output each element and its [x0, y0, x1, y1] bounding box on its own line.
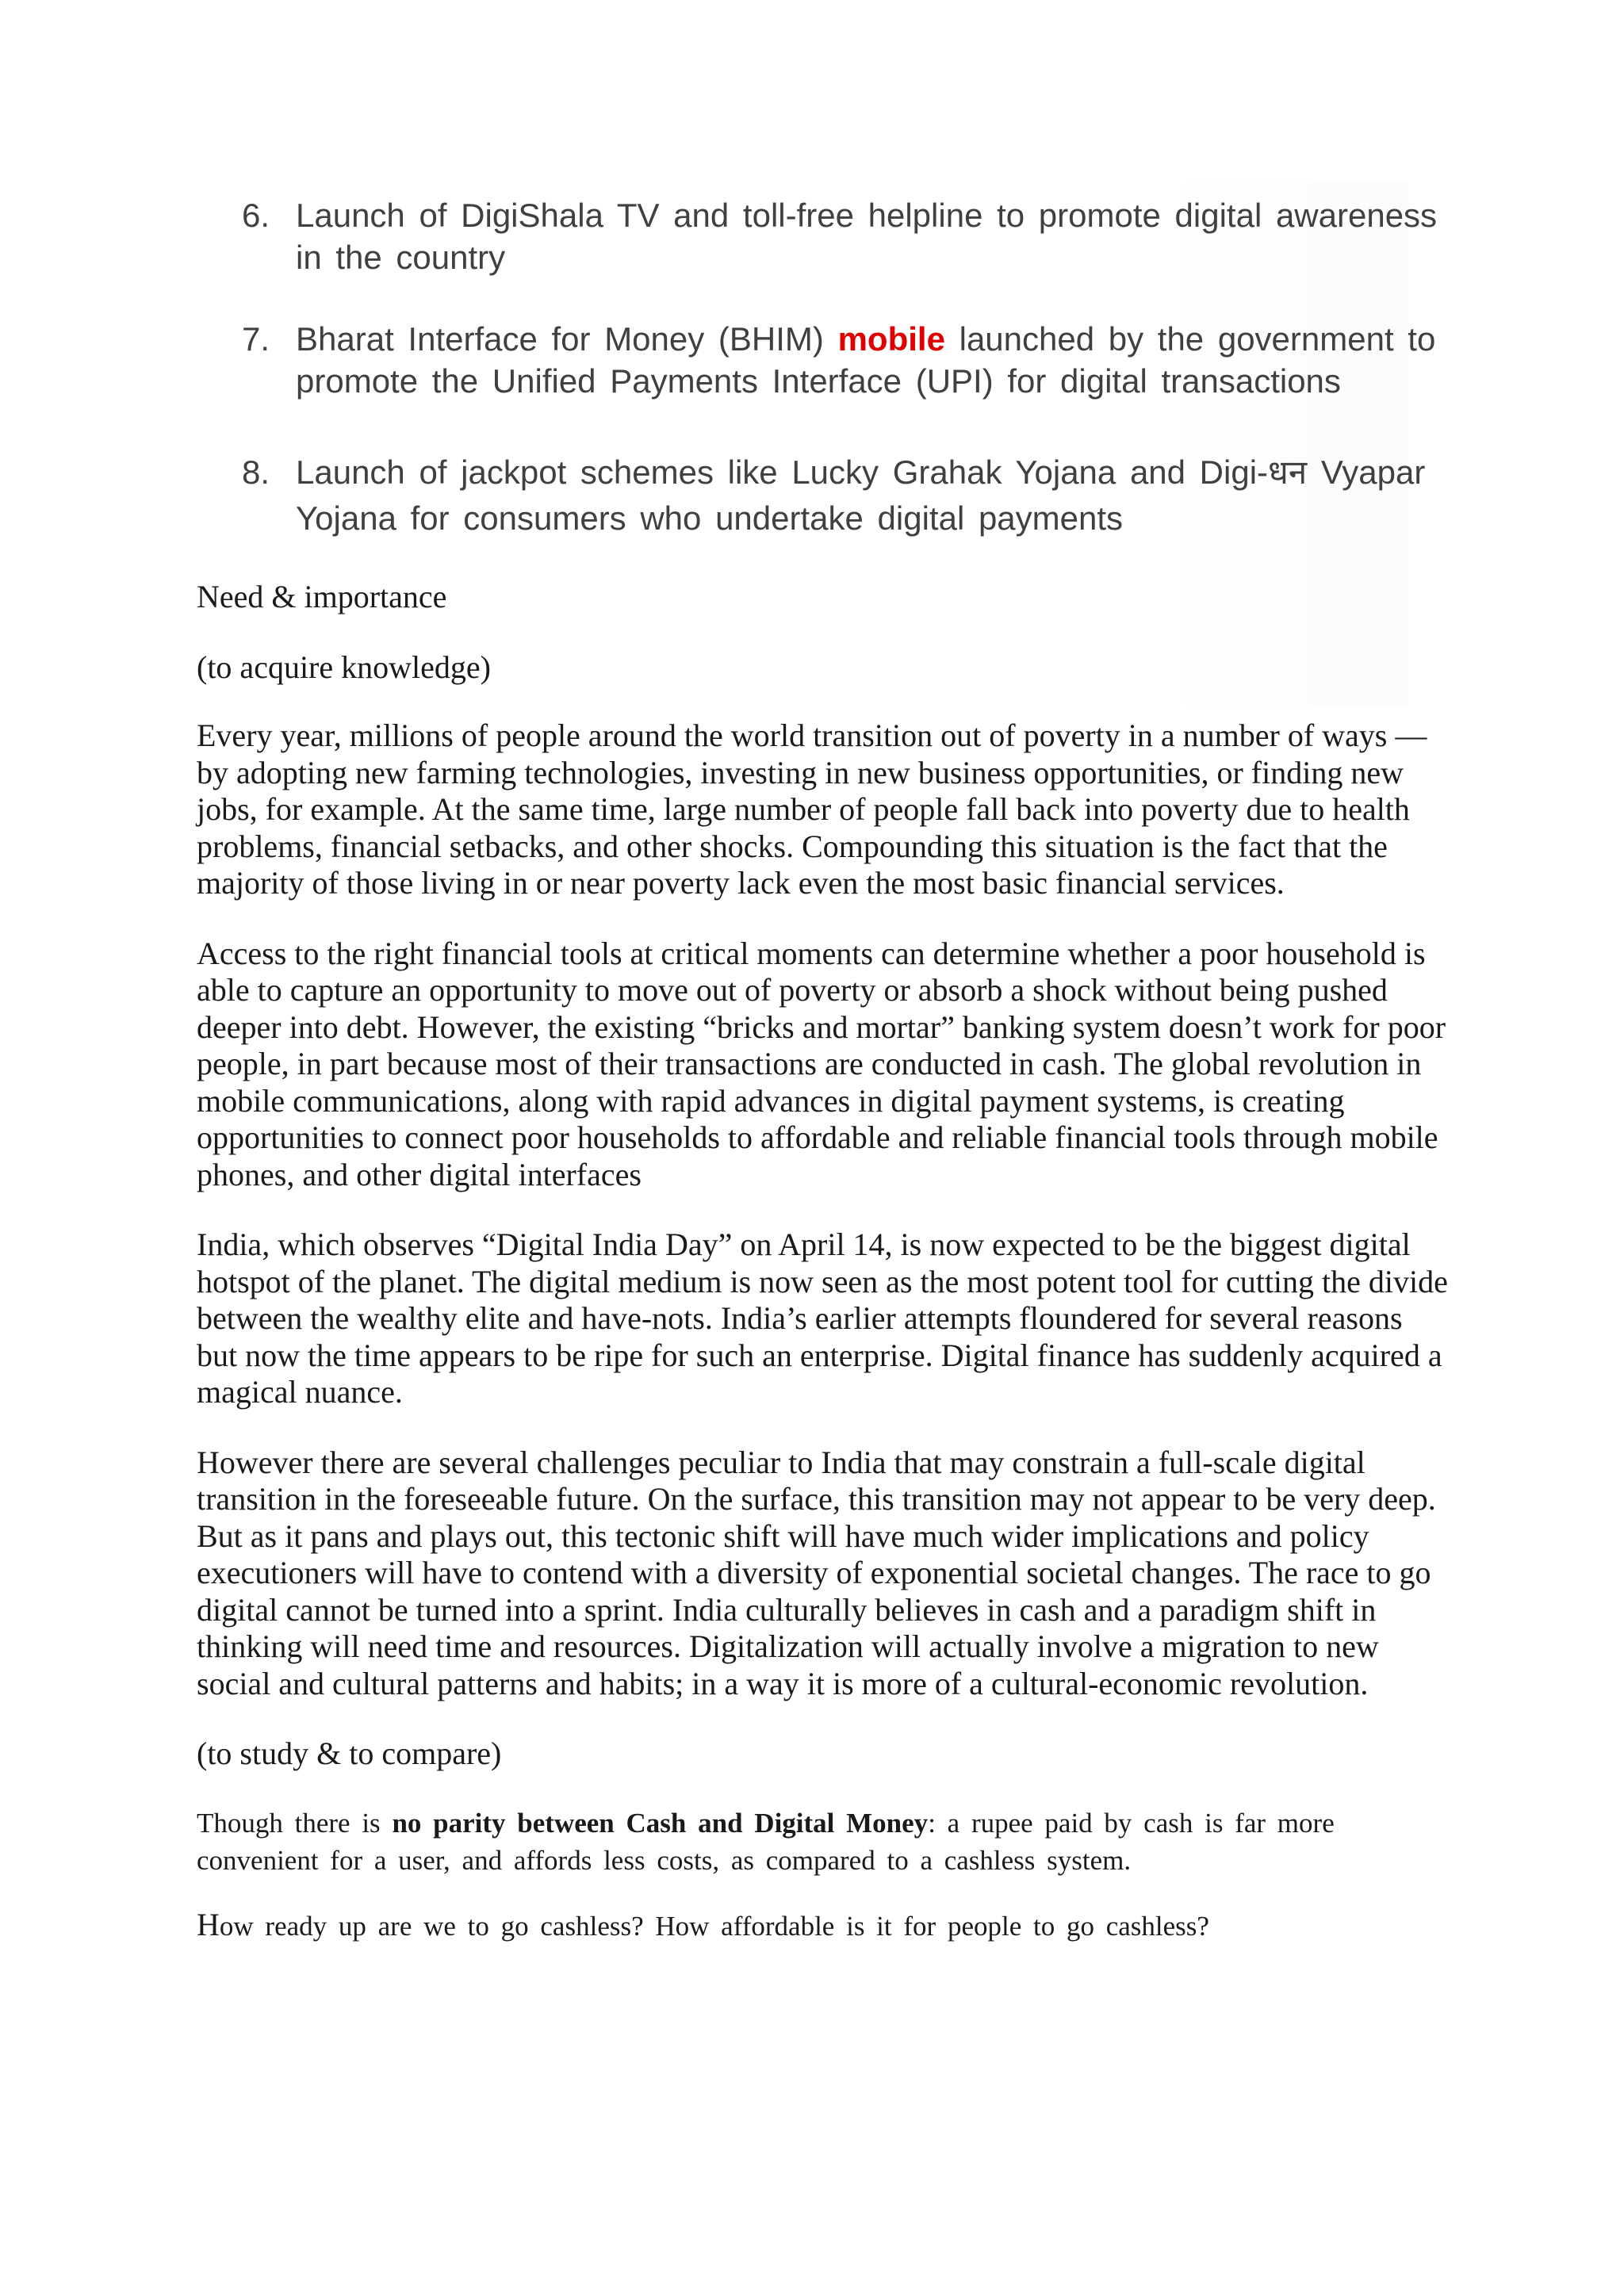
body-text — [197, 579, 1450, 1945]
numbered-list — [242, 194, 1447, 541]
paragraph: Access to the right financial tools at critical moments can determine whether a poor household is able to capture an opportunity to move out of poverty or absorb a shock without being pushed deeper into debt. However, the existing “bricks and mortar” banking system doesn’t work for poor people, in part because most of their transactions are conducted in cash. The global revolution in mobile communications, along with rapid advances in digital payment systems, is creating opportunities to connect poor households to affordable and reliable financial tools through mobile phones, and other digital interfaces — [197, 935, 1446, 1192]
list-text: Bharat Interface for Money (BHIM) — [296, 320, 838, 358]
list-item — [242, 450, 1447, 541]
list-text: launched by the government to promote the Unified Payments Interface (UPI) for digital transactions — [296, 320, 1436, 400]
parity-paragraph — [197, 1804, 1450, 1879]
list-text: Launch of DigiShala TV and toll-free helpline to promote digital awareness in the country — [296, 197, 1438, 276]
closing-text: ow ready up are we to go cashless? How affordable is it for people to go cashless? — [219, 1910, 1209, 1942]
list-number: 6. — [242, 197, 270, 234]
heading-study-compare: (to study & to compare) — [197, 1735, 502, 1771]
parity-bold: no parity between Cash and Digital Money — [392, 1807, 929, 1839]
closing-question — [197, 1906, 1450, 1945]
highlighted-word: mobile — [837, 320, 945, 358]
list-number: 7. — [242, 320, 270, 358]
parity-text: Though there is — [197, 1807, 393, 1839]
heading-acquire-knowledge: (to acquire knowledge) — [197, 649, 491, 685]
paragraph: India, which observes “Digital India Day” on April 14, is now expected to be the biggest digital hotspot of the planet. The digital medium is now seen as the most potent tool for cutting the divide between the wealthy elite and have-nots. India’s earlier attempts floundered for several reasons but now the time appears to be ripe for such an enterprise. Digital finance has suddenly acquired a magical nuance. — [197, 1226, 1448, 1410]
list-item — [242, 194, 1447, 278]
paragraph: Every year, millions of people around the world transition out of poverty in a number of ways — by adopting new farming technologies, investing in new business opportunities, or finding new jobs, for example. At the same time, large number of people fall back into poverty due to health problems, financial setbacks, and other shocks. Compounding this situation is the fact that the majority of those living in or near poverty lack even the most basic financial services. — [197, 718, 1427, 901]
paragraph: However there are several challenges peculiar to India that may constrain a full-scale digital transition in the foreseeable future. On the surface, this transition may not appear to be very deep. But as it pans and plays out, this tectonic shift will have much wider implications and policy executioners will have to contend with a diversity of exponential societal changes. The race to go digital cannot be turned into a sprint. India culturally believes in cash and a paradigm shift in thinking will need time and resources. Digitalization will actually involve a migration to new social and cultural patterns and habits; in a way it is more of a cultural-economic revolution. — [197, 1444, 1436, 1701]
parity-text: : a rupee paid by cash is far more convenient for a user, and affords less costs, as compared to a cashless system. — [197, 1807, 1335, 1876]
heading-need-importance: Need & importance — [197, 579, 447, 614]
closing-first-letter: H — [197, 1906, 220, 1942]
list-text: Launch of jackpot schemes like Lucky Grahak Yojana and Digi-धन Vyapar Yojana for consumers who undertake digital payments — [296, 453, 1426, 537]
list-item — [242, 318, 1447, 402]
list-number: 8. — [242, 453, 270, 491]
